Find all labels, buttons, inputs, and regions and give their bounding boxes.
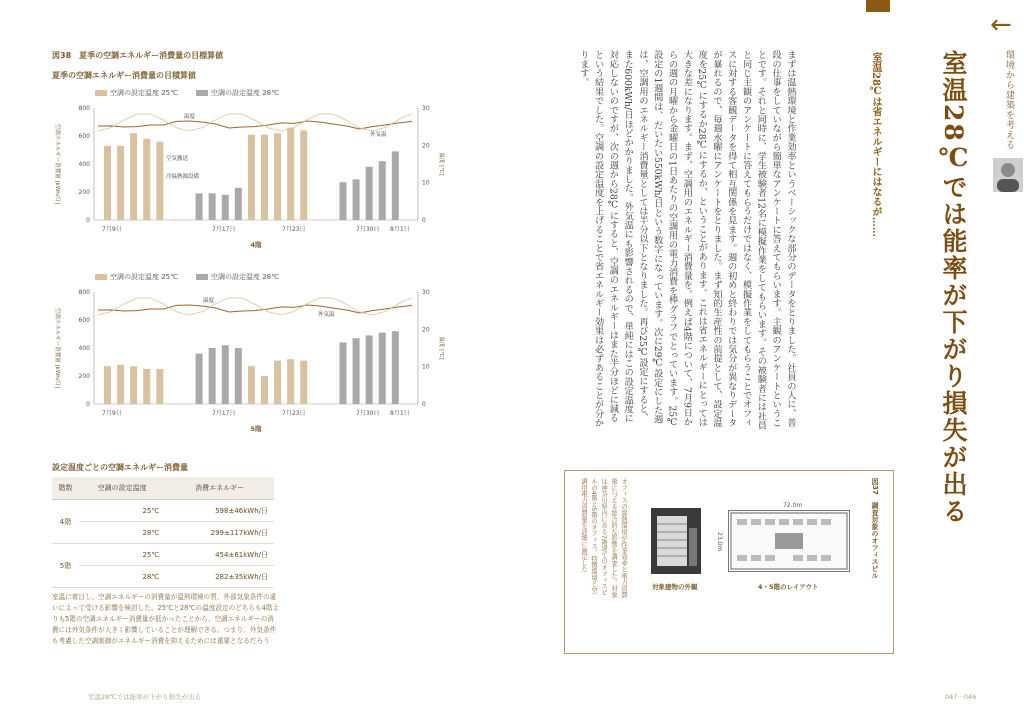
bar-25 xyxy=(130,366,137,404)
y-tick-label: 400 xyxy=(78,345,90,352)
floor-plan-label: 4・5階のレイアウト xyxy=(758,583,819,591)
bar-25 xyxy=(261,135,268,220)
y-tick-label: 600 xyxy=(78,317,90,324)
footer-running-title: 室温28℃では能率が下がり損失が出る xyxy=(88,693,202,701)
chart-annotation: 温度 xyxy=(203,298,215,304)
bar-25 xyxy=(287,359,294,404)
bar-25 xyxy=(156,369,163,404)
bar-28 xyxy=(222,345,229,404)
table-cell-floor: 5階 xyxy=(52,544,79,588)
bar-28 xyxy=(379,333,386,404)
y-axis-title: 空調エネルギー消費量 [kWh/日] xyxy=(54,307,60,389)
bar-28 xyxy=(222,195,229,220)
energy-table xyxy=(52,477,274,588)
table-cell-temp: 28℃ xyxy=(79,566,165,588)
layout-width-dimension: 72.0m xyxy=(783,502,803,509)
x-tick-label: 7月17日 xyxy=(212,410,236,417)
bar-25 xyxy=(300,361,307,404)
y-axis-title: 空調エネルギー消費量 [kWh/日] xyxy=(54,123,60,205)
y2-tick-label: 20 xyxy=(422,142,430,150)
x-tick-label: 8月1日 xyxy=(390,226,410,233)
bar-28 xyxy=(366,167,373,220)
bar-25 xyxy=(156,142,163,220)
y2-tick-label: 10 xyxy=(422,363,430,371)
chart-annotation: 外気温 xyxy=(318,312,335,318)
series-label: 環境から建築を考える xyxy=(1004,50,1014,150)
bar-25 xyxy=(248,366,255,404)
bar-25 xyxy=(117,146,124,220)
bar-28 xyxy=(209,193,216,220)
article-headline: 室温28℃では能率が下がり損失が出る xyxy=(939,50,968,525)
legend-item-25: 空調の設定温度 25℃ xyxy=(95,272,178,282)
chart-legend-5f xyxy=(95,272,279,282)
y2-tick-label: 0 xyxy=(422,401,426,408)
bar-25 xyxy=(287,128,294,220)
bar-25 xyxy=(143,369,150,404)
bar-25 xyxy=(117,365,124,404)
chart-annotation: 冷温熱源設備 xyxy=(166,174,200,180)
table-row xyxy=(52,500,274,522)
bar-28 xyxy=(392,151,399,220)
chart-subtitle: 夏季の空調エネルギー消費量の目積算値 xyxy=(52,71,196,80)
table-title: 設定温度ごとの空調エネルギー消費量 xyxy=(52,463,188,472)
room-temperature-line xyxy=(98,305,412,313)
bar-chart-5f xyxy=(48,282,448,462)
figure-37-caption: オフィスの温熱環境が作業効率と電力消費量に与える総合的な影響を調査した。対象は神奈川県内にある7階建てのオフィスビルの4階と5階のオフィス。特徴環境と空調用電力消費量を詳細に測定した xyxy=(580,478,627,598)
author-portrait-icon xyxy=(993,158,1023,192)
building-photo-icon xyxy=(651,508,701,574)
bar-28 xyxy=(366,335,373,404)
table-cell-energy: 598±46kWh/日 xyxy=(165,500,274,522)
bar-28 xyxy=(353,338,360,404)
bar-25 xyxy=(130,133,137,220)
bar-25 xyxy=(143,139,150,220)
x-tick-label: 7月30日 xyxy=(356,226,380,233)
bar-28 xyxy=(340,182,347,220)
x-tick-label: 7月23日 xyxy=(282,410,306,417)
table-cell-energy: 454±61kWh/日 xyxy=(165,544,274,566)
y-tick-label: 400 xyxy=(78,161,90,168)
y-tick-label: 800 xyxy=(78,105,90,112)
y2-axis-title: 温度 [℃] xyxy=(438,152,444,176)
table-cell-temp: 28℃ xyxy=(79,522,165,544)
y2-tick-label: 20 xyxy=(422,326,430,334)
bar-28 xyxy=(235,188,242,220)
x-tick-label: 7月17日 xyxy=(212,226,236,233)
building-photo-label: 対象建物の外観 xyxy=(652,583,698,591)
chart-annotation: 温度 xyxy=(184,114,196,120)
bar-chart-4f xyxy=(48,98,448,278)
bar-28 xyxy=(209,348,216,404)
figure-37-title: 図37 調査対象のオフィスビル xyxy=(871,478,879,579)
figure-38-caption: 室温に着目し、空調エネルギーの消費量が温熱環境の質、外部気象条件の違いによって受ける影響を検討した。25℃と28℃の温度設定のどちらも4階よりも5階の空調エネルギー消費量が低かったことから、空調エネルギーの消費には外気条件が大きく影響していることが理解できる。つまり、外気条件も考慮した空調制御がエネルギー消費を抑えるためには重要となるだろう xyxy=(52,593,280,645)
y-tick-label: 0 xyxy=(86,217,90,224)
y2-tick-label: 10 xyxy=(422,179,430,187)
chart-floor-label: 4階 xyxy=(250,241,262,249)
table-header-temp: 空調の設定温度 xyxy=(79,477,165,500)
bar-25 xyxy=(104,366,111,404)
bar-25 xyxy=(248,135,255,220)
legend-item-28: 空調の設定温度 28℃ xyxy=(196,272,279,282)
chart-floor-label: 5階 xyxy=(250,425,262,433)
x-tick-label: 7月23日 xyxy=(282,226,306,233)
y-tick-label: 800 xyxy=(78,289,90,296)
table-row xyxy=(52,522,274,544)
layout-height-dimension: 23.0m xyxy=(716,532,723,552)
table-cell-energy: 299±117kWh/日 xyxy=(165,522,274,544)
x-tick-label: 8月1日 xyxy=(390,410,410,417)
bar-28 xyxy=(353,179,360,220)
bar-25 xyxy=(300,130,307,220)
bar-28 xyxy=(340,342,347,404)
bar-25 xyxy=(104,146,111,220)
bar-28 xyxy=(196,193,203,220)
y2-axis-title: 温度 [℃] xyxy=(438,336,444,360)
y-tick-label: 200 xyxy=(78,189,90,196)
header-accent-bar xyxy=(866,0,890,12)
table-cell-floor: 4階 xyxy=(52,500,79,544)
article-body: まずは温熱環境と作業効率というベーシックな部分のデータをとりました。社員の人に、普段の仕事をしていながら簡単なアンケートに答えてもらいます。主観のアンケートということです。それと同時に、学生被験者12名に模擬作業をしてもらいます。その被験者には社員と同じ主観のアンケートに答えてもらうだけではなく、模擬作業をしてもらうことでオフィスに対する客観データを得て相互関係を見ます。週の初めと終わりでは気分が異なりデータが暴れるので、毎週水曜にアンケートをとりました。まず知的生産性の前提として、設定温度を25℃にするか28℃にするか、ということがあります。これは省エネルギーにとっては大きな差になります。まず、空調用のエネルギー消費量を。例えば4階について、7月9日からの週の月曜から金曜日の1日あたりの空調用の電力消費を棒グラフでとっています。25℃設定の1週間は、だいたい550kWh/日という数字になっています。次に29℃設定にした週は、空調用のエネルギー消費量としては半分以下となりました。再び25℃設定にすると、また600kWh/日ほどかかりました。外気温にも影響されるので、単純にはこの設定温度に対応しないのですが、次の週から28℃にすると、空調のエネルギーはまた半分ほどに減るという結果でした。空調の設定温度を上げることで省エネルギー効果は必ずあることが分かります。 xyxy=(577,50,796,430)
legend-item-25: 空調の設定温度 25℃ xyxy=(95,88,178,98)
footer-page-numbers: 047－046 xyxy=(945,693,977,701)
chart-annotation: 空気搬送 xyxy=(166,156,189,162)
x-tick-label: 7月9日 xyxy=(102,226,122,233)
floor-plan-icon xyxy=(728,510,850,572)
article-subhead: 室温28℃は省エネルギーにはなるが…… xyxy=(870,52,881,237)
bar-28 xyxy=(379,161,386,220)
y2-tick-label: 0 xyxy=(422,217,426,224)
y2-tick-label: 30 xyxy=(422,105,430,112)
x-tick-label: 7月30日 xyxy=(356,410,380,417)
room-temperature-line xyxy=(98,121,412,129)
table-cell-temp: 25℃ xyxy=(79,544,165,566)
x-tick-label: 7月9日 xyxy=(102,410,122,417)
back-arrow-icon[interactable]: ← xyxy=(990,10,1012,40)
legend-item-28: 空調の設定温度 28℃ xyxy=(196,88,279,98)
table-header-energy: 消費エネルギー xyxy=(165,477,274,500)
bar-25 xyxy=(274,361,281,404)
bar-25 xyxy=(274,133,281,220)
table-cell-energy: 282±35kWh/日 xyxy=(165,566,274,588)
table-row xyxy=(52,544,274,566)
y2-tick-label: 30 xyxy=(422,289,430,296)
y-tick-label: 0 xyxy=(86,401,90,408)
figure-38-title: 図38 夏季の空調エネルギー消費量の目標算値 xyxy=(52,51,224,60)
table-row xyxy=(52,566,274,588)
chart-annotation: 外気温 xyxy=(370,132,387,138)
table-cell-temp: 25℃ xyxy=(79,500,165,522)
y-tick-label: 600 xyxy=(78,133,90,140)
y-tick-label: 200 xyxy=(78,373,90,380)
chart-legend-4f xyxy=(95,88,279,98)
bar-28 xyxy=(196,354,203,404)
bar-28 xyxy=(235,348,242,404)
bar-25 xyxy=(261,376,268,404)
table-header-floor: 階数 xyxy=(52,477,79,500)
bar-28 xyxy=(392,331,399,404)
